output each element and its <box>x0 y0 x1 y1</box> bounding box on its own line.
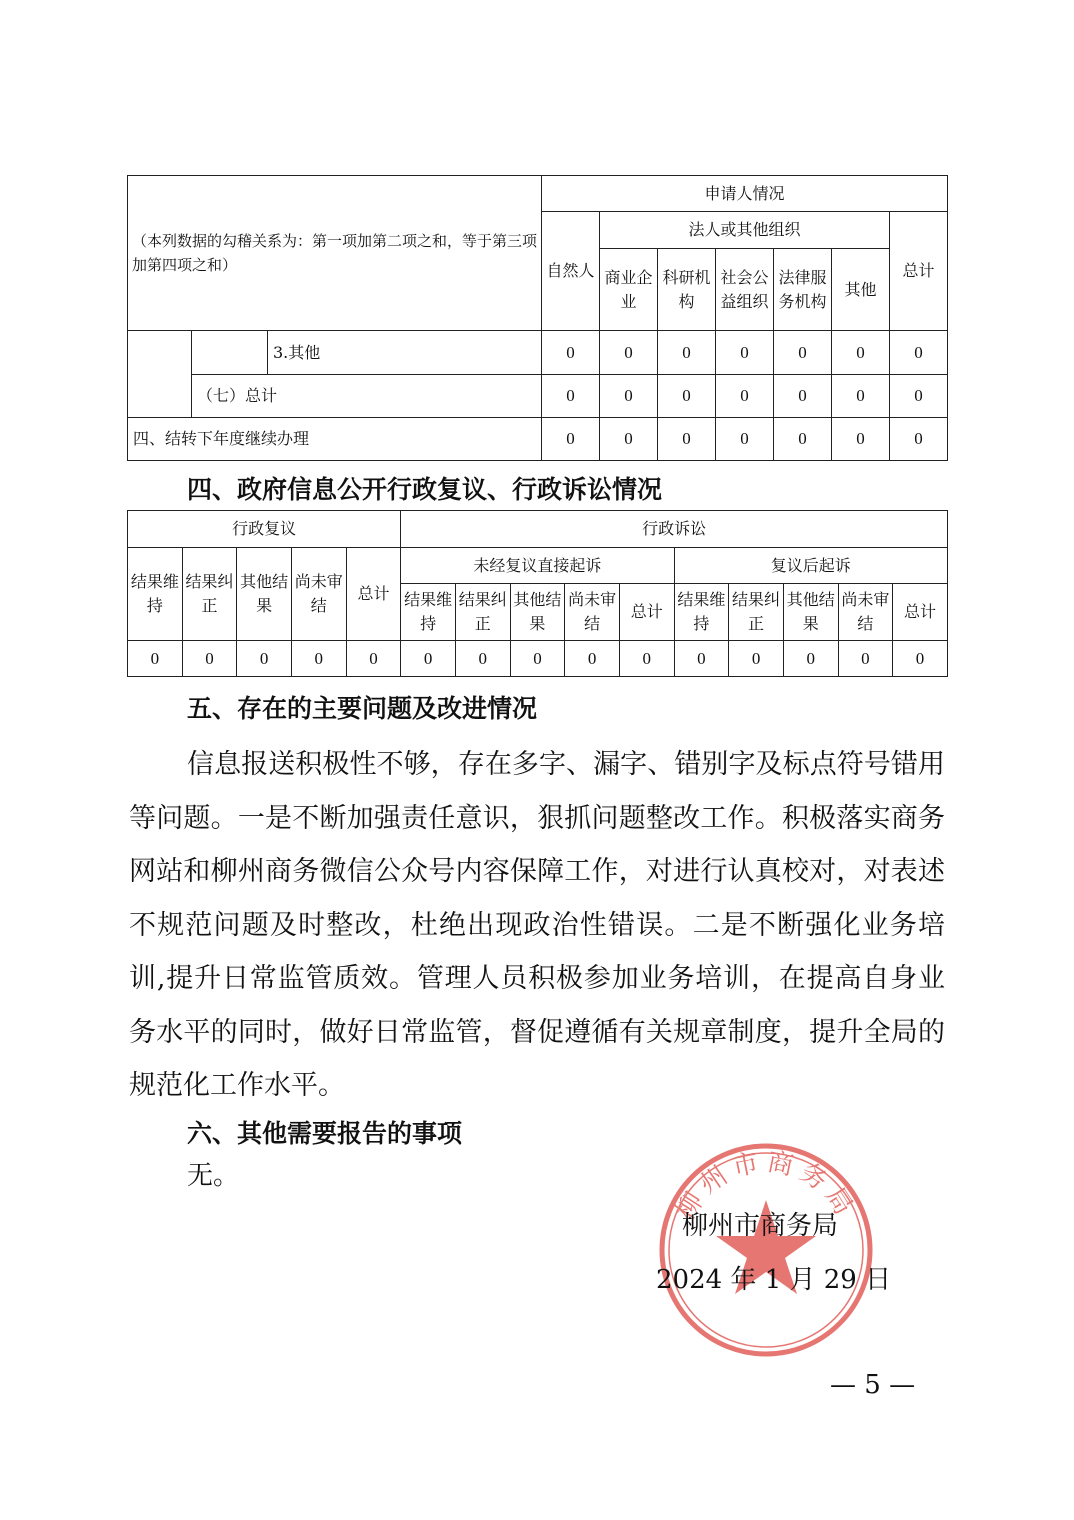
applicant-stats-table <box>127 175 948 461</box>
section4-title: 四、政府信息公开行政复议、行政诉讼情况 <box>187 475 663 504</box>
direct-suit-header: 未经复议直接起诉 <box>401 548 674 584</box>
row-label: 3.其他 <box>268 331 542 375</box>
signature-org: 柳州市商务局 <box>682 1211 839 1241</box>
row-label: （七）总计 <box>192 375 542 418</box>
other-header: 其他 <box>832 249 890 331</box>
signature-date: 2024 年 1 月 29 日 <box>656 1265 892 1295</box>
admin-litigation-header: 行政诉讼 <box>401 511 948 548</box>
table-row: 四、结转下年度继续办理 0 0 0 0 0 0 0 <box>128 418 948 461</box>
welfare-header: 社会公益组织 <box>716 249 774 331</box>
table-row: 0 0 0 0 0 0 0 0 0 0 0 0 0 0 0 <box>128 641 948 677</box>
natural-person-header: 自然人 <box>542 212 600 331</box>
legal-service-header: 法律服务机构 <box>774 249 832 331</box>
table-note: （本列数据的勾稽关系为：第一项加第二项之和，等于第三项加第四项之和） <box>128 176 542 331</box>
section6-body: 无。 <box>187 1161 240 1191</box>
commercial-header: 商业企业 <box>600 249 658 331</box>
section5-body: 信息报送积极性不够，存在多字、漏字、错别字及标点符号错用等问题。一是不断加强责任意识，狠抓问题整改工作。积极落实商务网站和柳州商务微信公众号内容保障工作，对进行认真校对，对表述不规范问题及时整改，杜绝出现政治性错误。二是不断强化业务培训,提升日常监管质效。管理人员积极参加业务培训，在提高自身业务水平的同时，做好日常监管，督促遵循有关规章制度，提升全局的规范化工作水平。 <box>129 749 945 1101</box>
seal-text: 柳州市商务局 <box>670 1147 862 1226</box>
applicant-header: 申请人情况 <box>542 176 948 212</box>
official-seal-stamp <box>656 1140 876 1360</box>
total-header: 总计 <box>890 212 948 331</box>
page-number: — 5 — <box>830 1370 916 1400</box>
after-review-header: 复议后起诉 <box>674 548 947 584</box>
section6-title: 六、其他需要报告的事项 <box>187 1119 463 1148</box>
table-row: 3.其他 0 0 0 0 0 0 0 <box>128 331 948 375</box>
legal-org-header: 法人或其他组织 <box>600 212 890 249</box>
table-row: （七）总计 0 0 0 0 0 0 0 <box>128 375 948 418</box>
section5-title: 五、存在的主要问题及改进情况 <box>187 694 538 723</box>
row-label: 四、结转下年度继续办理 <box>128 418 542 461</box>
review-litigation-table: 行政复议 行政诉讼 结果维持 结果纠正 其他结果 尚未审结 总计 未经复议直接起诉 复议后起诉 结果维持 结果纠正 其他结果 尚未审结 总计 结果维持 结果纠正 其他结果 尚未审结 总计 0 0 0 0 0 0 0 0 0 0 0 0 0 0 0 <box>127 510 948 677</box>
admin-review-header: 行政复议 <box>128 511 401 548</box>
research-header: 科研机构 <box>658 249 716 331</box>
